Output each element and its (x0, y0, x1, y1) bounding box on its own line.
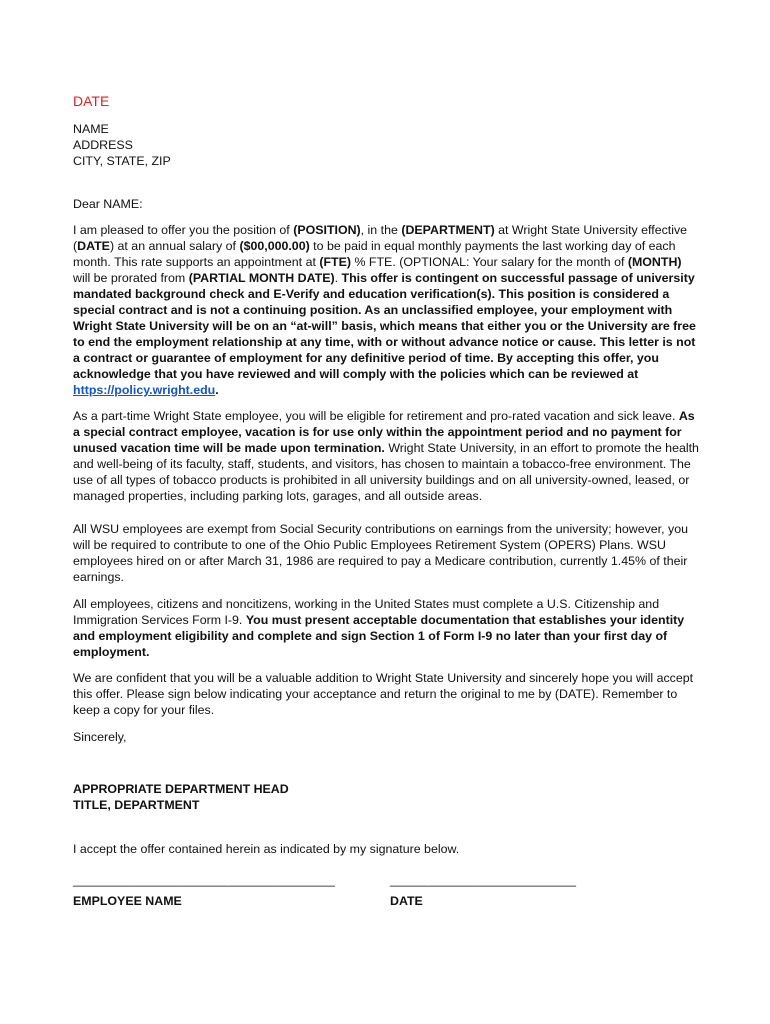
text-run: to be paid in equal monthly payments the last working day of each month. This rate supports an appointment at (73, 239, 676, 269)
date-signature-line: ___________________________ (390, 873, 577, 887)
bold-text-run: As a special contract employee, vacation is for use only within the appointment period and no payment for unused vacation time will be made upon termination. (73, 409, 695, 455)
text-run: . (334, 271, 342, 285)
bold-text-run: (MONTH) (627, 255, 682, 269)
bold-text-run: . (215, 383, 219, 397)
acceptance-statement: I accept the offer contained herein as indicated by my signature below. (73, 842, 460, 856)
signer-name: APPROPRIATE DEPARTMENT HEAD (73, 782, 289, 796)
text-run: Wright State University, in an effort to promote the health and well-being of its faculty, staff, students, and visitors, has chosen to maintain a tobacco-free environment. The use of all types of tobacco products is prohibited in all university buildings and on all university-owned, leased, or managed properties, including parking lots, garages, and all outside areas. (73, 441, 699, 503)
bold-text-run: DATE (77, 239, 110, 253)
text-run: will be prorated from (73, 271, 189, 285)
paragraph-offer (73, 222, 701, 398)
closing-sincerely: Sincerely, (73, 730, 127, 744)
paragraph-benefits (73, 408, 701, 504)
text-run: I am pleased to offer you the position of (73, 223, 294, 237)
text-run: at Wright State University effective ( (73, 223, 688, 253)
bold-text-run: You must present acceptable documentation that establishes your identity and employment eligibility and complete and sign Section 1 of Form I-9 no later than your first day of employment. (73, 613, 685, 659)
policy-link[interactable]: https://policy.wright.edu (73, 383, 216, 397)
salutation: Dear NAME: (73, 197, 143, 211)
letter-date: DATE (73, 93, 110, 109)
bold-text-run: (PARTIAL MONTH DATE) (188, 271, 335, 285)
employee-name-label: EMPLOYEE NAME (73, 894, 182, 908)
paragraph-closing (73, 670, 701, 718)
bold-text-run: ($00,000.00) (239, 239, 310, 253)
bold-text-run: This offer is contingent on successful passage of university mandated background check and E-Verify and education verification(s). This position is considered a special contract and is not a continuing position. As an unclassified employee, your employment with Wright State University will be on an “at-will” basis, which means that either you or the University are free to end the employment relationship at any time, with or without advance notice or cause. This letter is not a contract or guarantee of employment for any definitive period of time. By accepting this offer, you acknowledge that you have reviewed and will comply with the policies which can be reviewed at (73, 271, 696, 381)
date-label: DATE (390, 894, 423, 908)
paragraph-i9 (73, 596, 701, 660)
text-run: All WSU employees are exempt from Social Security contributions on earnings from the university; however, you will be required to contribute to one of the Ohio Public Employees Retirement System (OPERS) Plans. WSU employees hired on or after March 31, 1986 are required to pay a Medicare contribution, currently 1.45% of their earnings. (73, 522, 688, 584)
text-run: % FTE. (OPTIONAL: Your salary for the month of (351, 255, 628, 269)
bold-text-run: (FTE) (319, 255, 352, 269)
signer-block (73, 781, 701, 813)
employee-signature-line: ______________________________________ (73, 873, 335, 887)
address-line: CITY, STATE, ZIP (73, 154, 171, 168)
paragraph-retirement (73, 521, 701, 585)
recipient-address (73, 121, 701, 169)
address-line: ADDRESS (73, 138, 133, 152)
text-run: , in the (360, 223, 402, 237)
signer-title: TITLE, DEPARTMENT (73, 798, 200, 812)
text-run: All employees, citizens and noncitizens, working in the United States must complete a U.S. Citizenship and Immigration Services Form I-9. (73, 597, 660, 627)
bold-text-run: (DEPARTMENT) (401, 223, 495, 237)
text-run: We are confident that you will be a valuable addition to Wright State University and sincerely hope you will accept this offer. Please sign below indicating your acceptance and return the original to me by (DATE). Remember to keep a copy for your files. (73, 671, 694, 717)
text-run: As a part-time Wright State employee, you will be eligible for retirement and pro-rated vacation and sick leave. (73, 409, 679, 423)
text-run: ) at an annual salary of (109, 239, 240, 253)
address-line: NAME (73, 122, 109, 136)
bold-text-run: (POSITION) (293, 223, 361, 237)
